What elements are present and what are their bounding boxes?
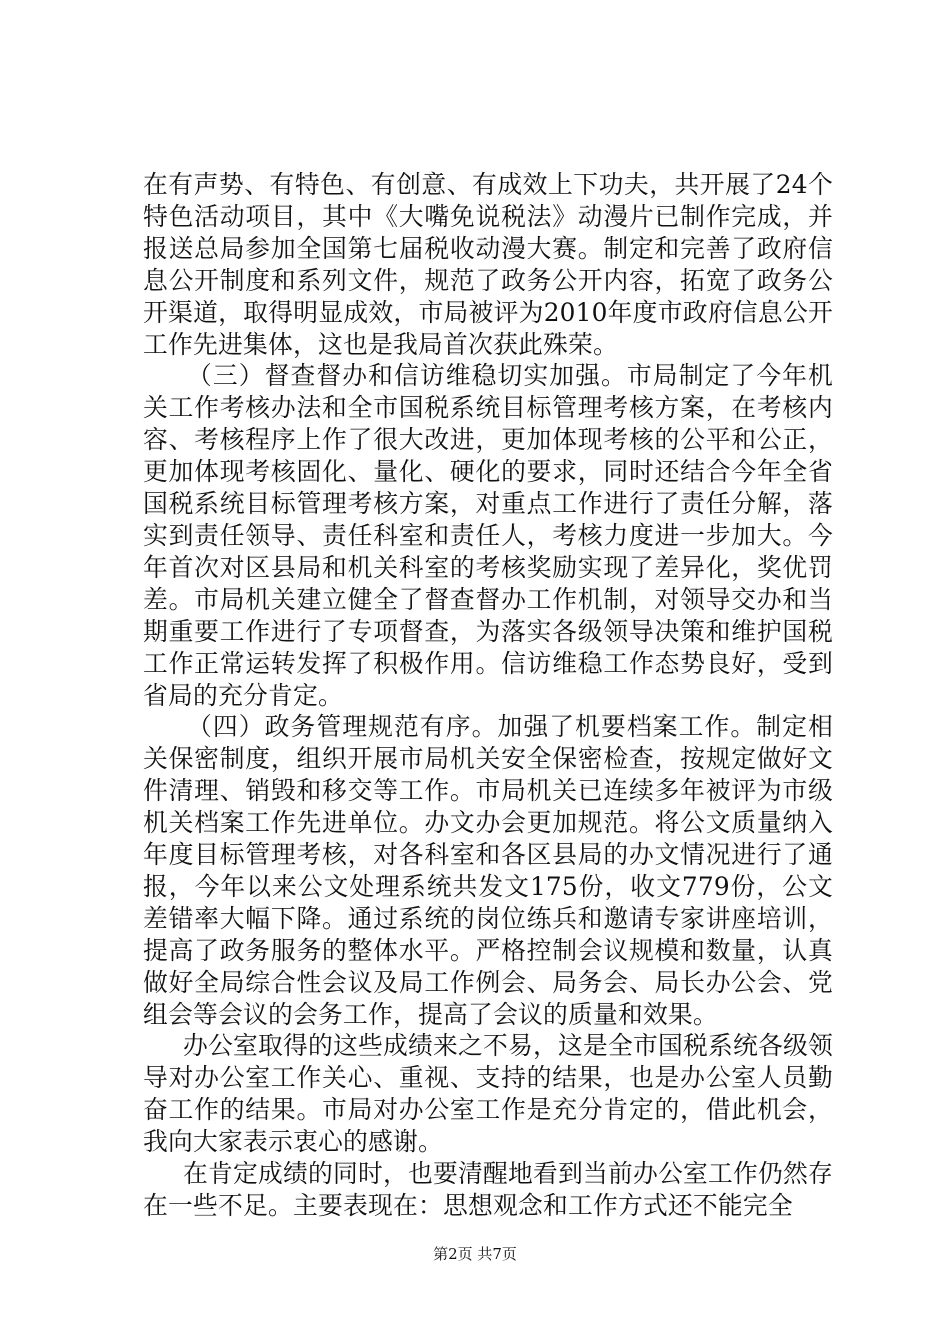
paragraph-shortcomings: 在肯定成绩的同时，也要清醒地看到当前办公室工作仍然存在一些不足。主要表现在：思想观念和工作方式还不能完全 — [143, 1159, 833, 1220]
page-number-footer: 第2页 共7页 — [433, 1245, 517, 1263]
paragraph-publicity-results: 在有声势、有特色、有创意、有成效上下功夫，共开展了24个特色活动项目，其中《大嘴免说税法》动漫片已制作完成，并报送总局参加全国第七届税收动漫大赛。制定和完善了政府信息公开制度和系列文件，规范了政务公开内容，拓宽了政务公开渠道，取得明显成效，市局被评为2010年度市政府信息公开工作先进集体，这也是我局首次获此殊荣。 — [143, 170, 833, 359]
paragraph-supervision-section: （三）督查督办和信访维稳切实加强。市局制定了今年机关工作考核办法和全市国税系统目标管理考核方案，在考核内容、考核程序上作了很大改进，更加体现考核的公平和公正，更加体现考核固化、量化、硬化的要求，同时还结合今年全省国税系统目标管理考核方案，对重点工作进行了责任分解，落实到责任领导、责任科室和责任人，考核力度进一步加大。今年首次对区县局和机关科室的考核奖励实现了差异化，奖优罚差。市局机关建立健全了督查督办工作机制，对领导交办和当期重要工作进行了专项督查，为落实各级领导决策和维护国税工作正常运转发挥了积极作用。信访维稳工作态势良好，受到省局的充分肯定。 — [143, 361, 833, 710]
document-body — [143, 169, 833, 1222]
paragraph-acknowledgement: 办公室取得的这些成绩来之不易，这是全市国税系统各级领导对办公室工作关心、重视、支持的结果，也是办公室人员勤奋工作的结果。市局对办公室工作是充分肯定的，借此机会，我向大家表示衷心的感谢。 — [143, 1031, 833, 1157]
paragraph-administration-section: （四）政务管理规范有序。加强了机要档案工作。制定相关保密制度，组织开展市局机关安全保密检查，按规定做好文件清理、销毁和移交等工作。市局机关已连续多年被评为市级机关档案工作先进单位。办文办会更加规范。将公文质量纳入年度目标管理考核，对各科室和各区县局的办文情况进行了通报，今年以来公文处理系统共发文175份，收文779份，公文差错率大幅下降。通过系统的岗位练兵和邀请专家讲座培训，提高了政务服务的整体水平。严格控制会议规模和数量，认真做好全局综合性会议及局工作例会、局务会、局长办公会、党组会等会议的会务工作，提高了会议的质量和效果。 — [143, 712, 833, 1029]
